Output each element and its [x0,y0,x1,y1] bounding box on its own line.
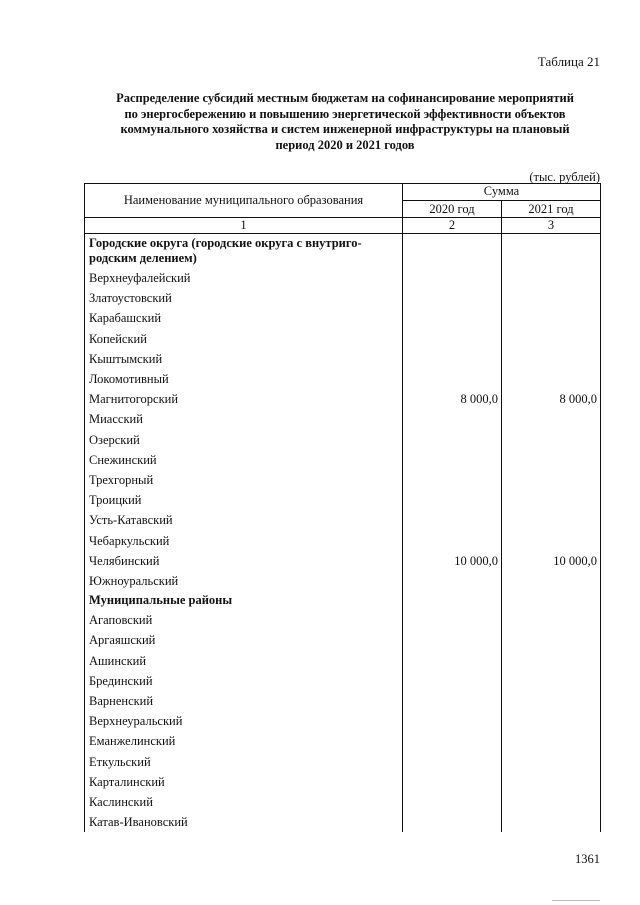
table-row [85,430,601,450]
header-sum: Сумма [403,184,601,201]
table-row [85,752,601,772]
value-2021 [502,450,601,470]
header-year-2020: 2020 год [403,201,502,218]
municipality-name: Копейский [85,329,403,349]
value-2021 [502,510,601,530]
table-row [85,571,601,591]
municipality-name: Усть-Катавский [85,510,403,530]
value-2020 [403,651,502,671]
value-2020 [403,571,502,591]
municipality-name: Снежинский [85,450,403,470]
value-2020 [403,531,502,551]
municipality-name: Каслинский [85,792,403,812]
value-2020 [403,691,502,711]
value-2021 [502,490,601,510]
value-2020 [403,510,502,530]
table-row [85,389,601,409]
value-2020 [403,369,502,389]
municipality-name: Чебаркульский [85,531,403,551]
value-2021 [502,651,601,671]
value-2020 [403,812,502,832]
value-2021 [502,812,601,832]
value-2020 [403,288,502,308]
table-row [85,308,601,328]
value-2020 [403,268,502,288]
value-2021 [502,731,601,751]
value-2021: 10 000,0 [502,551,601,571]
table-row [85,671,601,691]
group-cell-2021 [502,234,601,269]
value-2021 [502,691,601,711]
municipality-name: Брединский [85,671,403,691]
value-2021 [502,752,601,772]
municipality-name: Трехгорный [85,470,403,490]
value-2021 [502,571,601,591]
value-2020 [403,490,502,510]
title-line: Распределение субсидий местным бюджетам на софинансирование мероприятий [116,91,574,105]
table-row [85,490,601,510]
value-2020 [403,430,502,450]
municipality-name: Златоустовский [85,288,403,308]
column-number-1: 1 [85,218,403,234]
table-row [85,349,601,369]
table-row [85,470,601,490]
title-line: коммунального хозяйства и систем инженерной инфраструктуры на плановый [120,122,570,137]
municipality-name: Магнитогорский [85,389,403,409]
value-2020 [403,329,502,349]
table-row [85,531,601,551]
value-2021 [502,711,601,731]
value-2021 [502,531,601,551]
value-2020 [403,671,502,691]
subsidy-table [84,183,601,832]
table-row [85,711,601,731]
group-row [85,591,601,610]
page-number: 1361 [575,852,600,866]
column-number-3: 3 [502,218,601,234]
municipality-name: Южноуральский [85,571,403,591]
municipality-name: Троицкий [85,490,403,510]
municipality-name: Катав-Ивановский [85,812,403,832]
table-body [85,234,601,833]
table-row [85,288,601,308]
table-row [85,369,601,389]
value-2020 [403,711,502,731]
value-2020: 10 000,0 [403,551,502,571]
municipality-name: Аргаяшский [85,630,403,650]
municipality-name: Карабашский [85,308,403,328]
group-cell-2020 [403,234,502,269]
table-row [85,329,601,349]
table-number: Таблица 21 [537,54,600,69]
value-2021 [502,772,601,792]
group-row [85,234,601,269]
footer-rule [552,900,600,901]
title-line: период 2020 и 2021 годов [275,137,415,152]
value-2020 [403,792,502,812]
table-row [85,610,601,630]
value-2020 [403,731,502,751]
table-row [85,630,601,650]
municipality-name: Варненский [85,691,403,711]
value-2020 [403,630,502,650]
value-2021 [502,308,601,328]
table-row [85,268,601,288]
table-row [85,772,601,792]
value-2020 [403,308,502,328]
municipality-name: Верхнеуфалейский [85,268,403,288]
table-row [85,691,601,711]
group-title: Городские округа (городские округа с внутриго-родским делением) [85,234,403,269]
value-2021 [502,329,601,349]
municipality-name: Еткульский [85,752,403,772]
municipality-name: Агаповский [85,610,403,630]
value-2020 [403,450,502,470]
municipality-name: Локомотивный [85,369,403,389]
value-2020 [403,610,502,630]
municipality-name: Еманжелинский [85,731,403,751]
municipality-name: Озерский [85,430,403,450]
municipality-name: Кыштымский [85,349,403,369]
group-cell-2021 [502,591,601,610]
value-2021 [502,470,601,490]
column-number-2: 2 [403,218,502,234]
municipality-name: Ашинский [85,651,403,671]
table-row [85,409,601,429]
table-row [85,510,601,530]
value-2020 [403,772,502,792]
value-2021 [502,349,601,369]
table-row [85,551,601,571]
table-row [85,731,601,751]
document-title [80,91,610,153]
value-2021 [502,409,601,429]
units-note: (тыс. рублей) [529,170,600,184]
header-name: Наименование муниципального образования [85,184,403,218]
value-2021 [502,288,601,308]
municipality-name: Миасский [85,409,403,429]
table-row [85,792,601,812]
value-2021 [502,610,601,630]
value-2021 [502,630,601,650]
table-row [85,651,601,671]
title-line: по энергосбережению и повышению энергетической эффективности объектов [124,106,566,121]
municipality-name: Челябинский [85,551,403,571]
value-2020 [403,752,502,772]
value-2020 [403,409,502,429]
header-year-2021: 2021 год [502,201,601,218]
table-row [85,450,601,470]
group-cell-2020 [403,591,502,610]
value-2021: 8 000,0 [502,389,601,409]
municipality-name: Верхнеуральский [85,711,403,731]
municipality-name: Карталинский [85,772,403,792]
group-title: Муниципальные районы [85,591,403,610]
value-2020 [403,470,502,490]
value-2021 [502,369,601,389]
value-2021 [502,430,601,450]
table-row [85,812,601,832]
value-2020: 8 000,0 [403,389,502,409]
value-2021 [502,671,601,691]
value-2021 [502,268,601,288]
value-2020 [403,349,502,369]
value-2021 [502,792,601,812]
